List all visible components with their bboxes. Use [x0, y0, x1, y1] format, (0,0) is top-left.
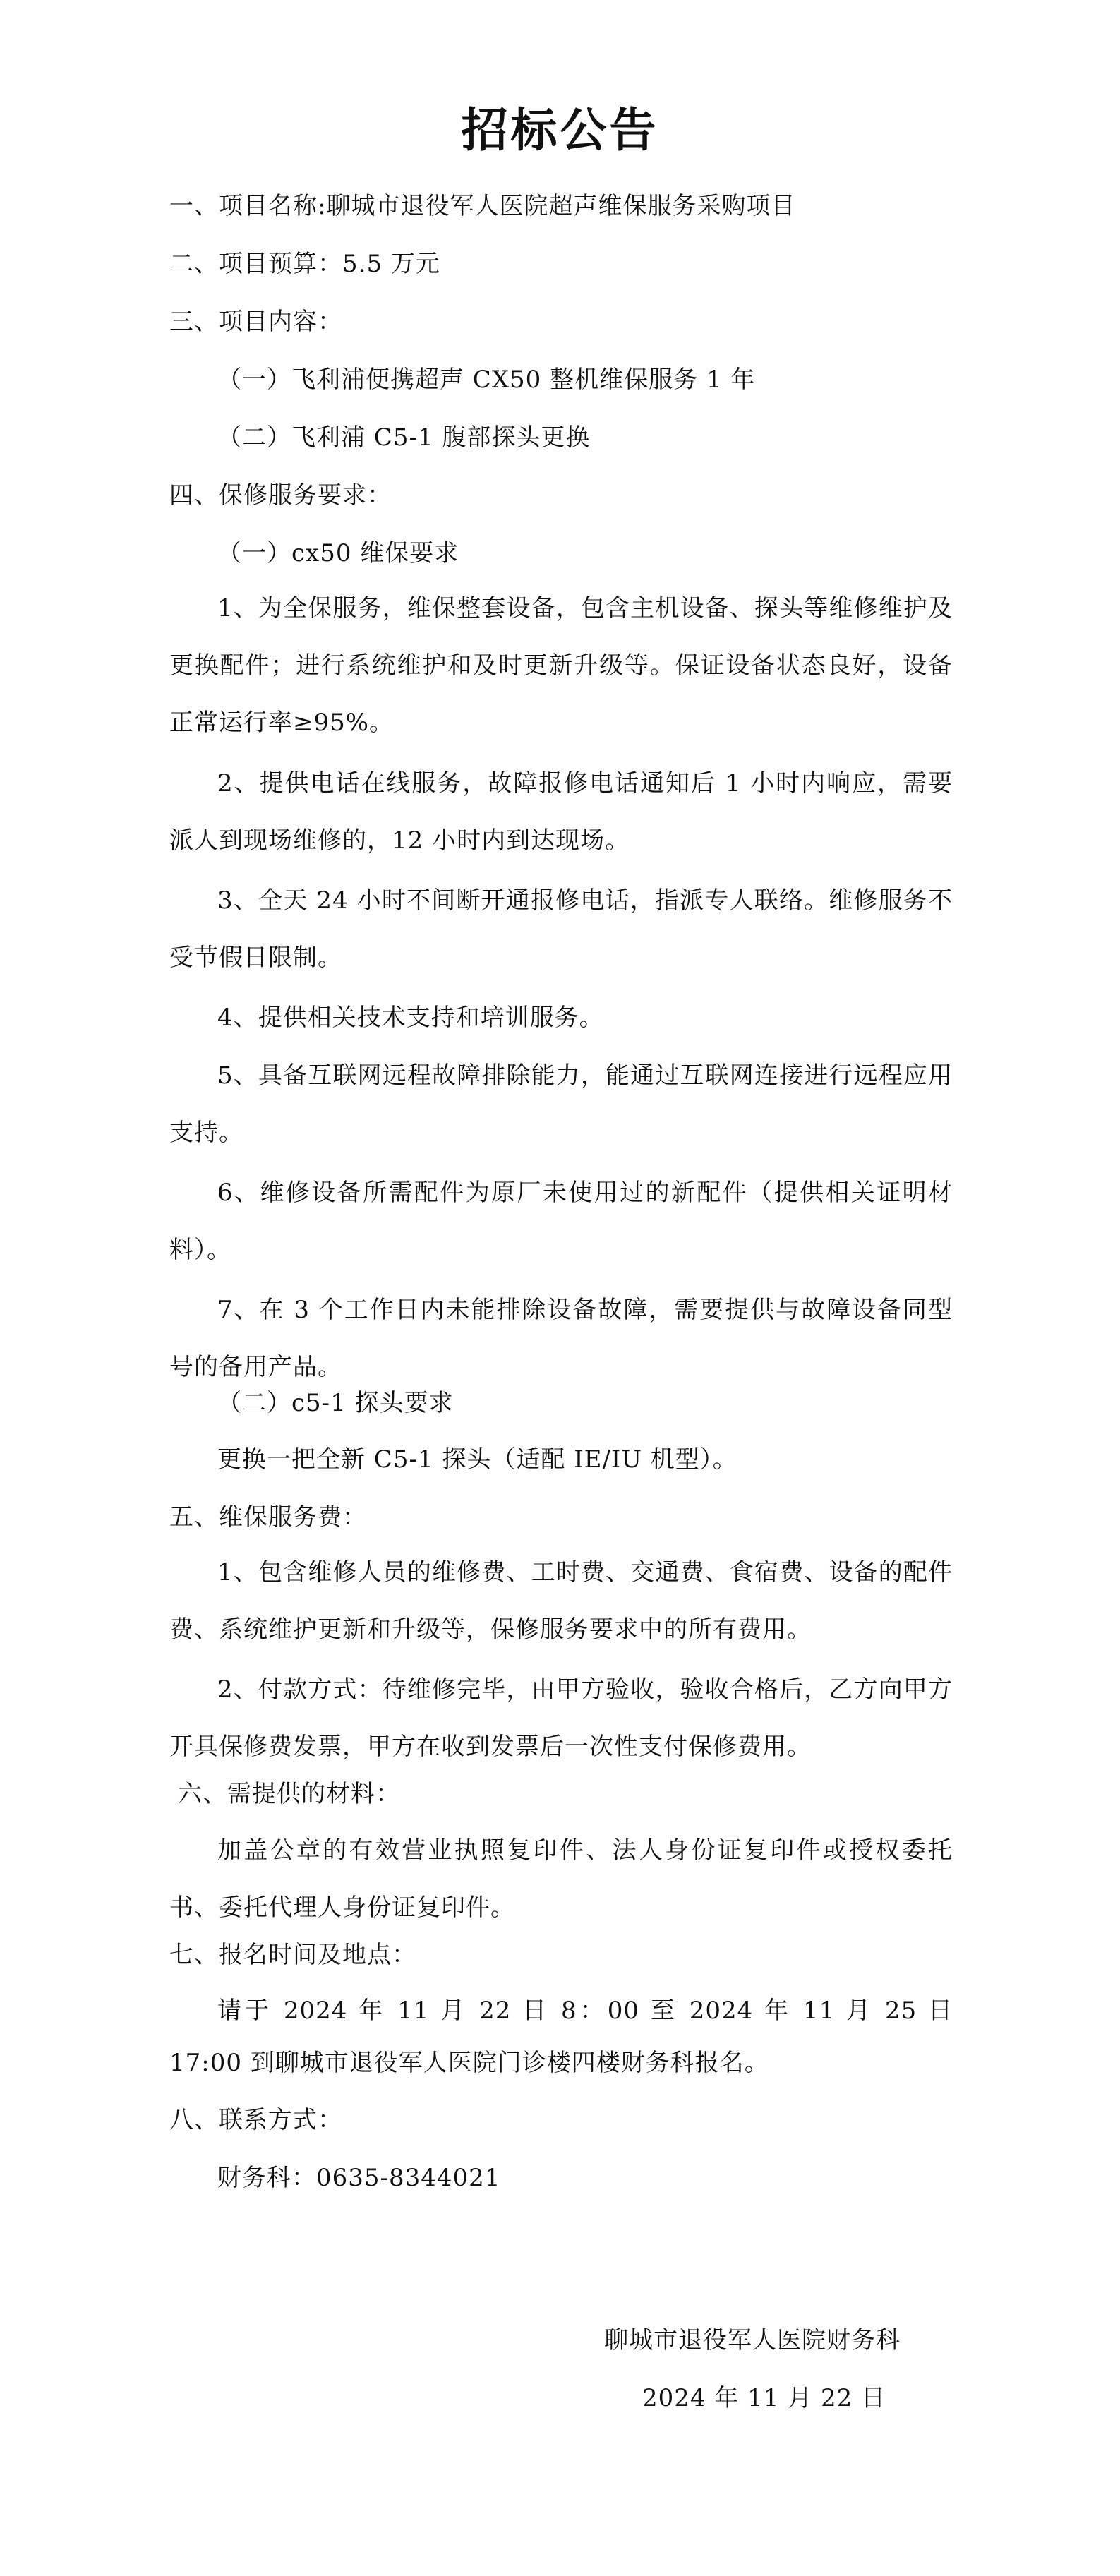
- registration-text: 请于 2024 年 11 月 22 日 8：00 至 2024 年 11 月 25 日 17:00 到聊城市退役军人医院门诊楼四楼财务科报名。: [169, 1997, 953, 2077]
- fee-item-1: 1、包含维修人员的维修费、工时费、交通费、食宿费、设备的配件费、系统维护更新和升级等，保修服务要求中的所有费用。: [169, 1558, 953, 1644]
- fee-item-2: 2、付款方式：待维修完毕，由甲方验收，验收合格后，乙方向甲方开具保修费发票，甲方在收到发票后一次性支付保修费用。: [169, 1675, 953, 1761]
- subsection-cx50-heading: （一）cx50 维保要求: [217, 539, 459, 567]
- section-materials-heading: 六、需提供的材料：: [178, 1780, 400, 1808]
- materials-text: 加盖公章的有效营业执照复印件、法人身份证复印件或授权委托书、委托代理人身份证复印件。: [169, 1836, 953, 1922]
- requirement-3: 3、全天 24 小时不间断开通报修电话，指派专人联络。维修服务不受节假日限制。: [169, 886, 953, 972]
- requirement-7: 7、在 3 个工作日内未能排除设备故障，需要提供与故障设备同型号的备用产品。: [169, 1296, 953, 1381]
- contact-phone: 财务科：0635-8344021: [217, 2164, 501, 2192]
- requirement-1: 1、为全保服务，维保整套设备，包含主机设备、探头等维修维护及更换配件；进行系统维护和及时更新升级等。保证设备状态良好，设备正常运行率≥95%。: [169, 594, 953, 737]
- signature-date: 2024 年 11 月 22 日: [642, 2384, 886, 2412]
- signature-organization: 聊城市退役军人医院财务科: [604, 2326, 901, 2354]
- subsection-c5-1-heading: （二）c5-1 探头要求: [217, 1389, 454, 1417]
- section-registration-heading: 七、报名时间及地点：: [169, 1941, 416, 1969]
- section-budget: 二、项目预算：5.5 万元: [169, 250, 440, 278]
- requirement-4: 4、提供相关技术支持和培训服务。: [217, 1004, 604, 1032]
- section-content-heading: 三、项目内容：: [169, 308, 342, 336]
- section-service-heading: 四、保修服务要求：: [169, 481, 392, 510]
- requirement-2: 2、提供电话在线服务，故障报修电话通知后 1 小时内响应，需要派人到现场维修的，12 小时内到达现场。: [169, 769, 953, 855]
- document-title: 招标公告: [461, 103, 659, 157]
- requirement-5: 5、具备互联网远程故障排除能力，能通过互联网连接进行远程应用支持。: [169, 1061, 953, 1147]
- requirement-6: 6、维修设备所需配件为原厂未使用过的新配件（提供相关证明材料）。: [169, 1179, 953, 1264]
- section-contact-heading: 八、联系方式：: [169, 2106, 342, 2134]
- content-item-1: （一）飞利浦便携超声 CX50 整机维保服务 1 年: [217, 366, 756, 394]
- content-item-2: （二）飞利浦 C5-1 腹部探头更换: [217, 423, 591, 452]
- subsection-c5-1-text: 更换一把全新 C5-1 探头（适配 IE/IU 机型）。: [217, 1445, 737, 1474]
- section-project-name: 一、项目名称:聊城市退役军人医院超声维保服务采购项目: [169, 192, 796, 220]
- section-fee-heading: 五、维保服务费：: [169, 1503, 367, 1531]
